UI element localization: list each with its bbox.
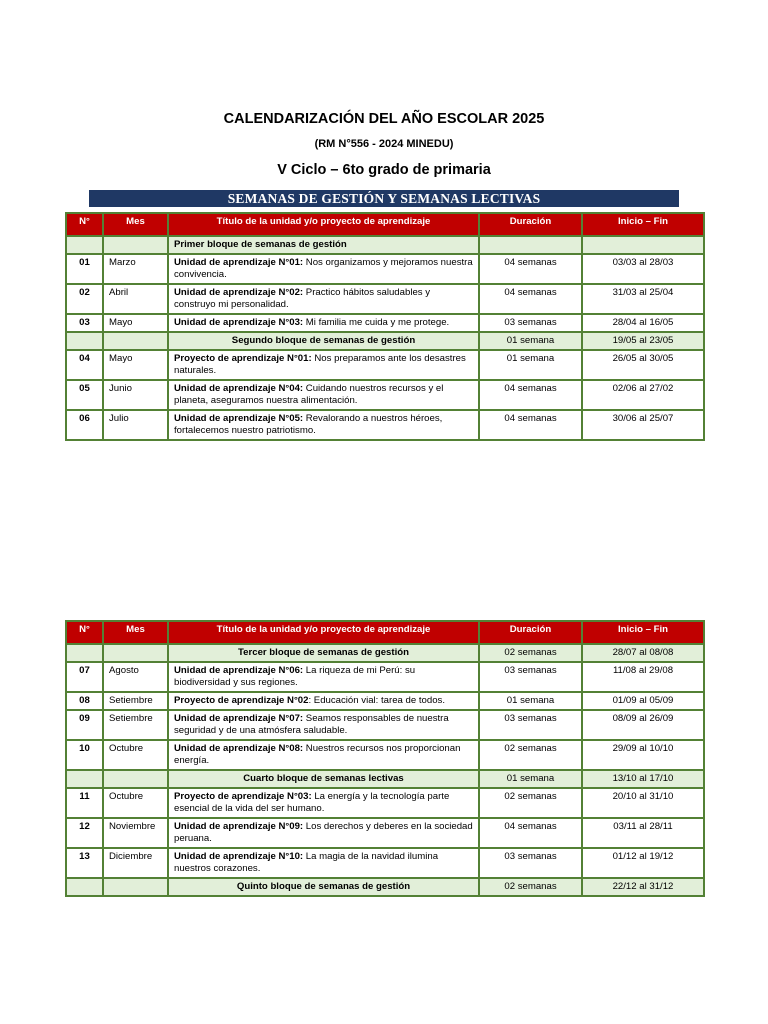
- row-dates: 30/06 al 25/07: [582, 410, 704, 440]
- row-title-cell: [168, 710, 479, 740]
- row-number: 02: [66, 284, 103, 314]
- col-header-dates: Inicio – Fin: [582, 621, 704, 644]
- row-title-text: Nuestros recursos nos proporcionan energía.: [174, 743, 461, 766]
- row-duration: 02 semanas: [479, 788, 582, 818]
- block-number-cell: [66, 878, 103, 896]
- row-month: Setiembre: [103, 692, 168, 710]
- block-duration: 02 semanas: [479, 878, 582, 896]
- row-duration: 03 semanas: [479, 710, 582, 740]
- col-header-title: Título de la unidad y/o proyecto de aprendizaje: [168, 213, 479, 236]
- row-title-label: Unidad de aprendizaje N°04:: [174, 383, 304, 394]
- row-dates: 03/11 al 28/11: [582, 818, 704, 848]
- block-dates: [582, 236, 704, 254]
- row-month: Mayo: [103, 350, 168, 380]
- calendar-table-1: [65, 212, 705, 441]
- row-title-label: Unidad de aprendizaje N°06:: [174, 665, 304, 676]
- row-number: 04: [66, 350, 103, 380]
- block-row: [66, 878, 704, 896]
- block-number-cell: [66, 644, 103, 662]
- row-title-label: Unidad de aprendizaje N°02:: [174, 287, 304, 298]
- row-title-label: Proyecto de aprendizaje N°03:: [174, 791, 312, 802]
- block-title: Primer bloque de semanas de gestión: [168, 236, 479, 254]
- row-title-label: Unidad de aprendizaje N°05:: [174, 413, 304, 424]
- table-row: [66, 710, 704, 740]
- row-duration: 01 semana: [479, 692, 582, 710]
- row-month: Setiembre: [103, 710, 168, 740]
- block-row: [66, 770, 704, 788]
- document-subtitle: (RM N°556 - 2024 MINEDU): [314, 138, 454, 150]
- block-month-cell: [103, 878, 168, 896]
- calendar-table-2: [65, 620, 705, 897]
- block-title: Cuarto bloque de semanas lectivas: [168, 770, 479, 788]
- row-title-label: Unidad de aprendizaje N°10:: [174, 851, 304, 862]
- table-row: [66, 284, 704, 314]
- row-dates: 08/09 al 26/09: [582, 710, 704, 740]
- row-title-cell: [168, 380, 479, 410]
- row-month: Marzo: [103, 254, 168, 284]
- block-row: [66, 332, 704, 350]
- row-title-cell: [168, 788, 479, 818]
- row-title-label: Proyecto de aprendizaje N°01:: [174, 353, 312, 364]
- table-row: [66, 350, 704, 380]
- block-number-cell: [66, 770, 103, 788]
- col-header-month: Mes: [103, 213, 168, 236]
- row-title-label: Proyecto de aprendizaje N°02: [174, 695, 309, 706]
- table-body: [66, 236, 704, 440]
- block-dates: 22/12 al 31/12: [582, 878, 704, 896]
- row-title-cell: [168, 254, 479, 284]
- row-duration: 03 semanas: [479, 848, 582, 878]
- block-dates: 13/10 al 17/10: [582, 770, 704, 788]
- row-title-text: Nos organizamos y mejoramos nuestra convivencia.: [174, 257, 473, 280]
- row-month: Mayo: [103, 314, 168, 332]
- row-number: 01: [66, 254, 103, 284]
- block-month-cell: [103, 236, 168, 254]
- block-dates: 19/05 al 23/05: [582, 332, 704, 350]
- row-title-label: Unidad de aprendizaje N°09:: [174, 821, 304, 832]
- row-dates: 01/12 al 19/12: [582, 848, 704, 878]
- block-duration: [479, 236, 582, 254]
- row-number: 09: [66, 710, 103, 740]
- row-dates: 20/10 al 31/10: [582, 788, 704, 818]
- row-title-text: La energía y la tecnología parte esencial de la vida del ser humano.: [174, 791, 450, 814]
- row-title-text: Mi familia me cuida y me protege.: [303, 317, 450, 328]
- row-title-text: La riqueza de mi Perú: su biodiversidad y sus regiones.: [174, 665, 416, 688]
- col-header-number: N°: [66, 213, 103, 236]
- row-title-cell: [168, 692, 479, 710]
- block-duration: 01 semana: [479, 770, 582, 788]
- table-body: [66, 644, 704, 896]
- row-duration: 04 semanas: [479, 410, 582, 440]
- table-row: [66, 662, 704, 692]
- row-duration: 04 semanas: [479, 818, 582, 848]
- row-number: 13: [66, 848, 103, 878]
- col-header-dates: Inicio – Fin: [582, 213, 704, 236]
- row-title-text: : Educación vial: tarea de todos.: [308, 695, 445, 706]
- block-month-cell: [103, 644, 168, 662]
- row-title-text: Revalorando a nuestros héroes, fortalecemos nuestro patriotismo.: [174, 413, 443, 436]
- row-title-label: Unidad de aprendizaje N°07:: [174, 713, 304, 724]
- table-header-row: [66, 621, 704, 644]
- row-duration: 02 semanas: [479, 740, 582, 770]
- block-dates: 28/07 al 08/08: [582, 644, 704, 662]
- row-title-cell: [168, 818, 479, 848]
- block-title: Quinto bloque de semanas de gestión: [168, 878, 479, 896]
- table-row: [66, 788, 704, 818]
- row-title-cell: [168, 662, 479, 692]
- block-month-cell: [103, 770, 168, 788]
- section-banner: SEMANAS DE GESTIÓN Y SEMANAS LECTIVAS: [89, 190, 679, 207]
- row-dates: 02/06 al 27/02: [582, 380, 704, 410]
- row-title-cell: [168, 350, 479, 380]
- table-row: [66, 740, 704, 770]
- row-month: Agosto: [103, 662, 168, 692]
- row-dates: 28/04 al 16/05: [582, 314, 704, 332]
- row-duration: 01 semana: [479, 350, 582, 380]
- row-number: 03: [66, 314, 103, 332]
- row-number: 08: [66, 692, 103, 710]
- cycle-heading: V Ciclo – 6to grado de primaria: [277, 162, 491, 178]
- row-title-cell: [168, 410, 479, 440]
- row-title-label: Unidad de aprendizaje N°08:: [174, 743, 304, 754]
- row-duration: 04 semanas: [479, 254, 582, 284]
- row-month: Noviembre: [103, 818, 168, 848]
- row-title-cell: [168, 314, 479, 332]
- row-number: 11: [66, 788, 103, 818]
- table-row: [66, 410, 704, 440]
- block-number-cell: [66, 332, 103, 350]
- col-header-title: Título de la unidad y/o proyecto de aprendizaje: [168, 621, 479, 644]
- row-title-text: La magia de la navidad ilumina nuestros corazones.: [174, 851, 439, 874]
- row-title-text: Seamos responsables de nuestra seguridad y de una atmósfera saludable.: [174, 713, 449, 736]
- block-duration: 02 semanas: [479, 644, 582, 662]
- row-month: Abril: [103, 284, 168, 314]
- col-header-duration: Duración: [479, 213, 582, 236]
- row-dates: 29/09 al 10/10: [582, 740, 704, 770]
- row-title-label: Unidad de aprendizaje N°03:: [174, 317, 304, 328]
- block-row: [66, 236, 704, 254]
- document-title: CALENDARIZACIÓN DEL AÑO ESCOLAR 2025: [223, 111, 545, 127]
- block-title: Tercer bloque de semanas de gestión: [168, 644, 479, 662]
- row-duration: 03 semanas: [479, 314, 582, 332]
- col-header-number: N°: [66, 621, 103, 644]
- row-dates: 31/03 al 25/04: [582, 284, 704, 314]
- row-number: 05: [66, 380, 103, 410]
- row-title-label: Unidad de aprendizaje N°01:: [174, 257, 304, 268]
- row-title-text: Practico hábitos saludables y construyo mi personalidad.: [174, 287, 431, 310]
- table-row: [66, 848, 704, 878]
- block-title: Segundo bloque de semanas de gestión: [168, 332, 479, 350]
- row-number: 12: [66, 818, 103, 848]
- row-duration: 04 semanas: [479, 284, 582, 314]
- row-dates: 26/05 al 30/05: [582, 350, 704, 380]
- row-month: Octubre: [103, 740, 168, 770]
- row-dates: 01/09 al 05/09: [582, 692, 704, 710]
- row-duration: 03 semanas: [479, 662, 582, 692]
- table-row: [66, 314, 704, 332]
- block-number-cell: [66, 236, 103, 254]
- row-number: 07: [66, 662, 103, 692]
- row-title-cell: [168, 284, 479, 314]
- table-header-row: [66, 213, 704, 236]
- col-header-duration: Duración: [479, 621, 582, 644]
- row-duration: 04 semanas: [479, 380, 582, 410]
- row-month: Diciembre: [103, 848, 168, 878]
- table-row: [66, 380, 704, 410]
- row-month: Julio: [103, 410, 168, 440]
- row-title-text: Los derechos y deberes en la sociedad peruana.: [174, 821, 473, 844]
- row-month: Junio: [103, 380, 168, 410]
- row-title-cell: [168, 848, 479, 878]
- block-month-cell: [103, 332, 168, 350]
- block-row: [66, 644, 704, 662]
- row-number: 06: [66, 410, 103, 440]
- table-row: [66, 818, 704, 848]
- row-title-text: Nos preparamos ante los desastres naturales.: [174, 353, 466, 376]
- row-title-text: Cuidando nuestros recursos y el planeta, aseguramos nuestra alimentación.: [174, 383, 444, 406]
- row-month: Octubre: [103, 788, 168, 818]
- block-duration: 01 semana: [479, 332, 582, 350]
- row-dates: 03/03 al 28/03: [582, 254, 704, 284]
- row-dates: 11/08 al 29/08: [582, 662, 704, 692]
- table-row: [66, 254, 704, 284]
- col-header-month: Mes: [103, 621, 168, 644]
- table-row: [66, 692, 704, 710]
- row-title-cell: [168, 740, 479, 770]
- row-number: 10: [66, 740, 103, 770]
